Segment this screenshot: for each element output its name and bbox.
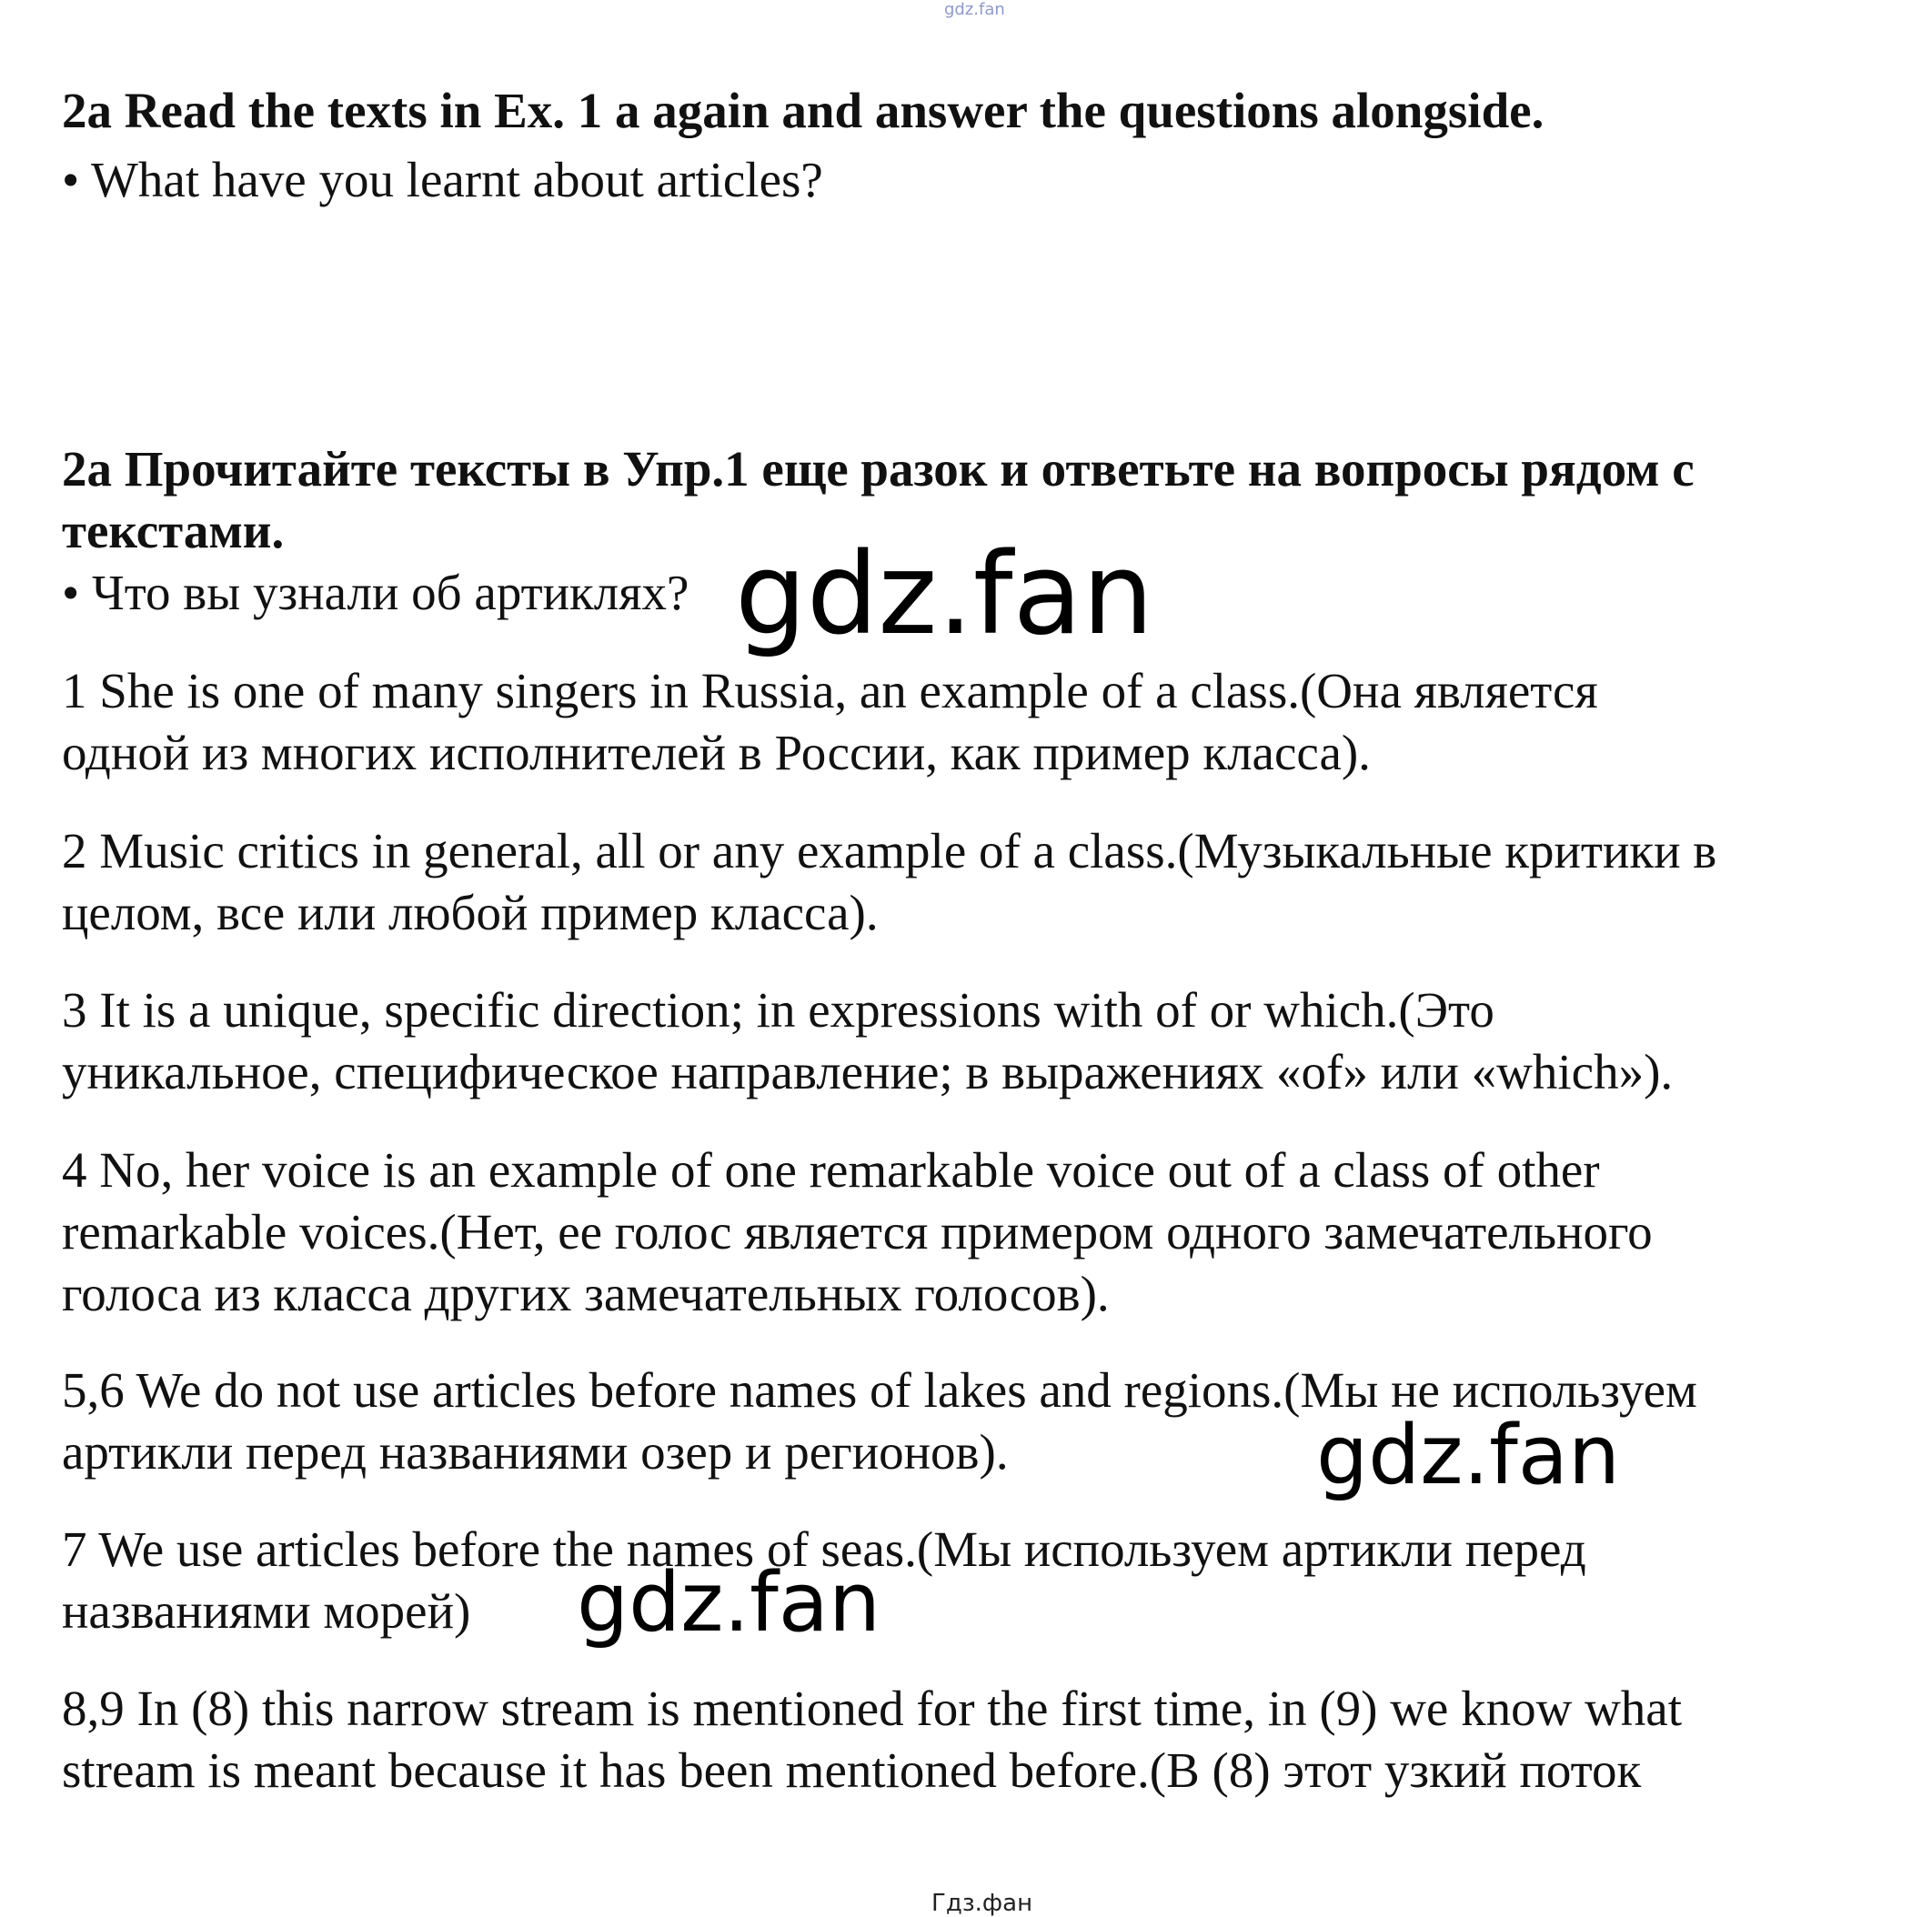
answer-line: 7 We use articles before the names of seas.(Мы используем артикли перед <box>62 1521 1586 1577</box>
watermark-medium-2: gdz.fan <box>577 1555 880 1651</box>
footer-label: Гдз.фан <box>931 1890 1033 1917</box>
answer-line: уникальное, специфическое направление; в выражениях «of» или «which»). <box>62 1044 1674 1099</box>
answer-line: 4 No, her voice is an example of one remarkable voice out of a class of other <box>62 1142 1600 1198</box>
task-bullet-ru: • Что вы узнали об артиклях? <box>62 565 689 620</box>
task-heading-ru-line1: 2a Прочитайте тексты в Упр.1 еще разок и ответьте на вопросы рядом с <box>62 441 1695 497</box>
answer-8-9 <box>62 1678 1682 1802</box>
watermark-medium: gdz.fan <box>1316 1408 1620 1503</box>
task-heading-en: 2a Read the texts in Ex. 1 a again and answer the questions alongside. <box>62 83 1545 138</box>
answer-line: голоса из класса других замечательных голосов). <box>62 1266 1110 1321</box>
answer-line: артикли перед названиями озер и регионов). <box>62 1424 1009 1480</box>
answer-line: одной из многих исполнителей в России, как пример класса). <box>62 725 1371 780</box>
answer-line: remarkable voices.(Нет, ее голос является примером одного замечательного <box>62 1204 1653 1260</box>
answer-line: 1 She is one of many singers in Russia, an example of a class.(Она является <box>62 663 1598 718</box>
answer-3 <box>62 979 1673 1103</box>
answer-line: 8,9 In (8) this narrow stream is mentioned for the first time, in (9) we know what <box>62 1681 1682 1736</box>
task-bullet-en: • What have you learnt about articles? <box>62 152 823 207</box>
top-watermark: gdz.fan <box>944 0 1005 19</box>
answer-line: 5,6 We do not use articles before names of lakes and regions.(Мы не используем <box>62 1362 1697 1418</box>
answer-line: stream is meant because it has been mentioned before.(В (8) этот узкий поток <box>62 1742 1642 1798</box>
answer-line: названиями морей) <box>62 1583 471 1639</box>
answer-line: 3 It is a unique, specific direction; in expressions with of or which.(Это <box>62 982 1494 1038</box>
answer-1 <box>62 660 1598 784</box>
answer-line: 2 Music critics in general, all or any example of a class.(Музыкальные критики в <box>62 823 1717 878</box>
answer-4 <box>62 1139 1653 1325</box>
task-heading-ru-line2: текстами. <box>62 503 285 558</box>
answer-2 <box>62 820 1716 944</box>
watermark-large: gdz.fan <box>735 529 1154 660</box>
answer-line: целом, все или любой пример класса). <box>62 885 879 940</box>
